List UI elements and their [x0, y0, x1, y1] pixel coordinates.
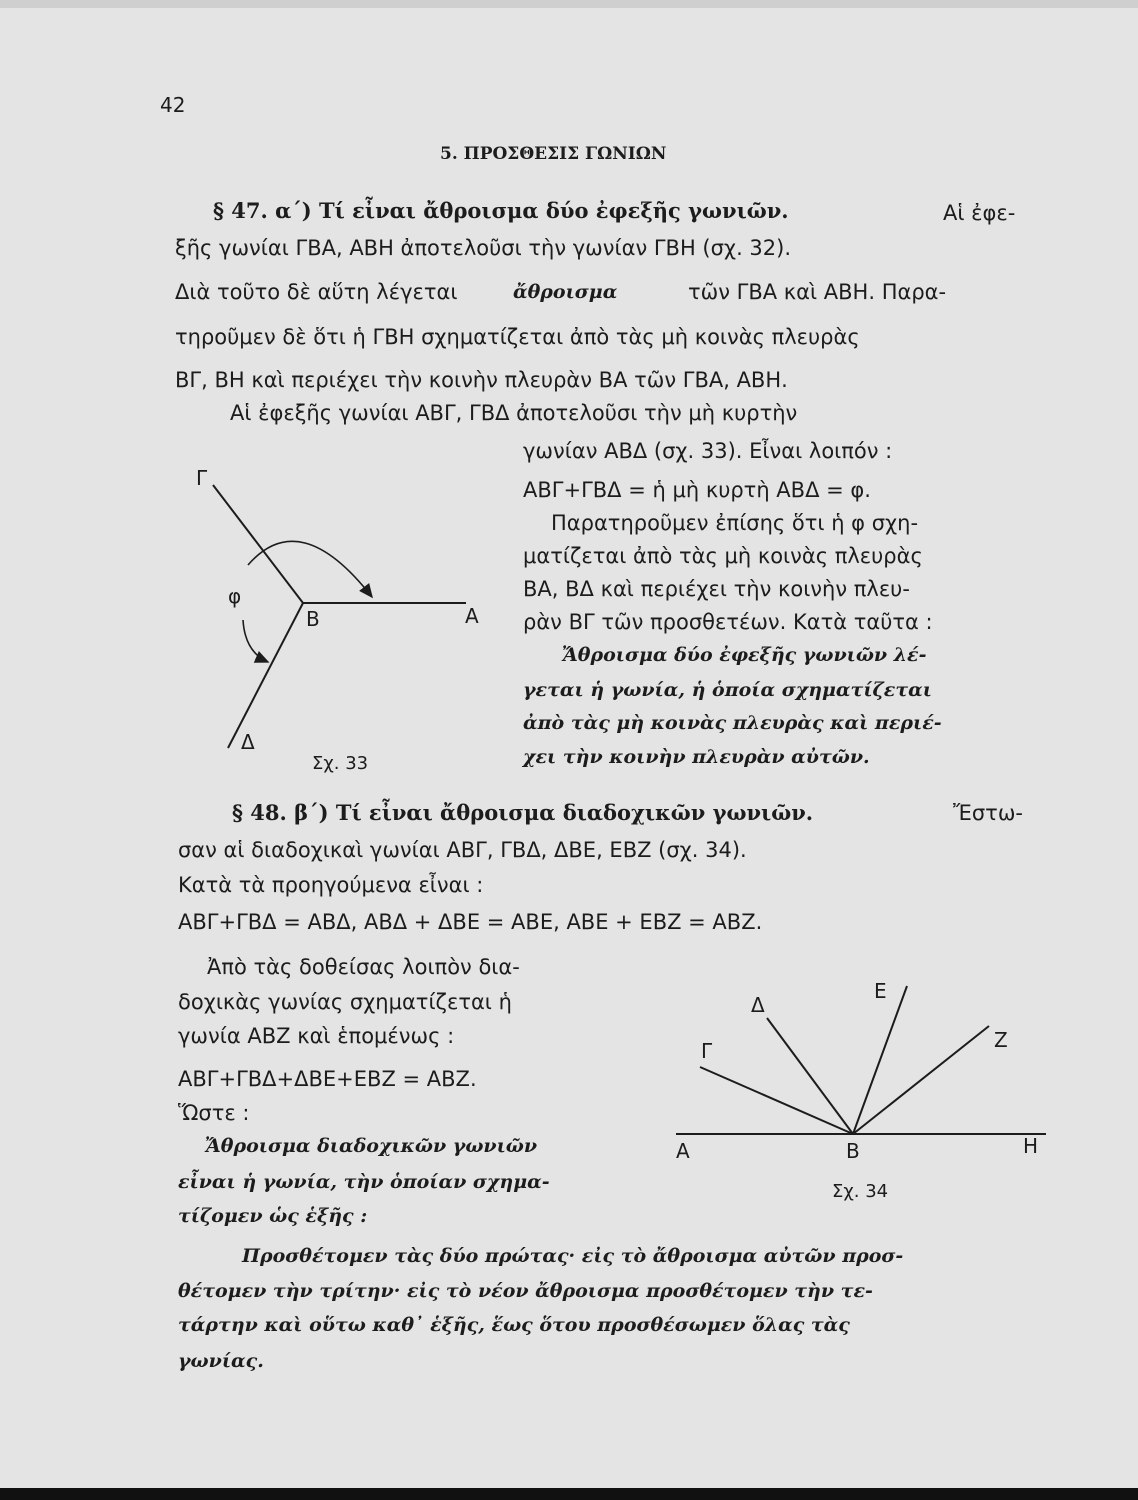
equation-line: ΑΒΓ+ΓΒΔ = ἡ μὴ κυρτὴ ΑΒΔ = φ.: [523, 478, 871, 502]
text-line: Ἔστω-: [953, 801, 1023, 825]
fig34-label-delta: Δ: [751, 993, 765, 1017]
fig34-caption: Σχ. 34: [832, 1181, 889, 1202]
fig33-label-alpha: Α: [465, 604, 479, 628]
fig33-label-gamma: Γ: [196, 466, 208, 490]
text-line: ρὰν ΒΓ τῶν προσθετέων. Κατὰ ταῦτα :: [523, 610, 933, 634]
equation-line: ΑΒΓ+ΓΒΔ+ΔΒΕ+ΕΒΖ = ΑΒΖ.: [178, 1067, 477, 1091]
fig34-label-eta: Η: [1023, 1134, 1039, 1158]
fig34-label-beta: Β: [846, 1139, 860, 1163]
fig34-label-epsilon: Ε: [874, 979, 887, 1003]
text-line: Ἀπὸ τὰς δοθείσας λοιπὸν δια-: [207, 955, 520, 979]
scan-bottom-edge: [0, 1488, 1138, 1500]
text-line: τηροῦμεν δὲ ὅτι ἡ ΓΒΗ σχηματίζεται ἀπὸ τὰς μὴ κοινὰς πλευρὰς: [175, 325, 860, 349]
text-line: ΒΑ, ΒΔ καὶ περιέχει τὴν κοινὴν πλευ-: [523, 577, 910, 601]
text-line: Κατὰ τὰ προηγούμενα εἶναι :: [178, 873, 484, 897]
text-line: Αἱ ἐφεξῆς γωνίαι ΑΒΓ, ΓΒΔ ἀποτελοῦσι τὴν μὴ κυρτὴν: [230, 401, 798, 425]
text-line: Ὥστε :: [178, 1101, 250, 1125]
fig34-label-zeta: Ζ: [994, 1028, 1008, 1052]
text-line: Παρατηροῦμεν ἐπίσης ὅτι ἡ φ σχη-: [551, 511, 919, 535]
equation-line: ΑΒΓ+ΓΒΔ = ΑΒΔ, ΑΒΔ + ΔΒΕ = ΑΒΕ, ΑΒΕ + ΕΒΖ = ΑΒΖ.: [178, 910, 763, 934]
procedure-line: γωνίας.: [178, 1350, 264, 1372]
text-line: γωνίαν ΑΒΔ (σχ. 33). Εἶναι λοιπόν :: [523, 439, 893, 463]
text-line: Διὰ τοῦτο δὲ αὕτη λέγεται: [175, 280, 458, 304]
procedure-line: Προσθέτομεν τὰς δύο πρώτας· εἰς τὸ ἄθροισμα αὐτῶν προσ-: [242, 1245, 904, 1267]
definition-line: γεται ἡ γωνία, ἡ ὁποία σχηματίζεται: [523, 679, 932, 701]
definition-line: εἶναι ἡ γωνία, τὴν ὁποίαν σχημα-: [178, 1171, 550, 1193]
fig34-label-gamma: Γ: [701, 1039, 713, 1063]
fig33-label-beta: Β: [306, 607, 320, 631]
text-line: ΒΓ, ΒΗ καὶ περιέχει τὴν κοινὴν πλευρὰν ΒΑ τῶν ΓΒΑ, ΑΒΗ.: [175, 368, 788, 392]
section-heading: 5. ΠΡΟΣΘΕΣΙΣ ΓΩΝΙΩΝ: [440, 144, 667, 164]
text-line: γωνία ΑΒΖ καὶ ἑπομένως :: [178, 1024, 455, 1048]
definition-line: ἀπὸ τὰς μὴ κοινὰς πλευρὰς καὶ περιέ-: [523, 712, 942, 734]
text-line: Αἱ ἐφε-: [943, 201, 1016, 225]
ray-BD: [767, 1018, 853, 1134]
definition-line: χει τὴν κοινὴν πλευρὰν αὐτῶν.: [523, 746, 870, 768]
definition-line: τίζομεν ὡς ἑξῆς :: [178, 1205, 368, 1227]
text-line: ξῆς γωνίαι ΓΒΑ, ΑΒΗ ἀποτελοῦσι τὴν γωνίαν ΓΒΗ (σχ. 32).: [175, 236, 792, 260]
fig33-label-phi: φ: [228, 584, 242, 608]
emphasis-term: ἄθροισμα: [513, 281, 618, 303]
ray-BG: [700, 1067, 853, 1134]
fig34-label-alpha: Α: [676, 1139, 690, 1163]
text-line: τῶν ΓΒΑ καὶ ΑΒΗ. Παρα-: [688, 280, 947, 304]
procedure-line: τάρτην καὶ οὕτω καθ᾿ ἑξῆς, ἕως ὅτου προσθέσωμεν ὅλας τὰς: [178, 1314, 850, 1336]
paragraph-47-heading: § 47. α΄) Τί εἶναι ἄθροισμα δύο ἐφεξῆς γωνιῶν.: [213, 198, 789, 223]
definition-line: Ἄθροισμα δύο ἐφεξῆς γωνιῶν λέ-: [562, 644, 927, 666]
fig33-caption: Σχ. 33: [312, 753, 369, 774]
definition-line: Ἄθροισμα διαδοχικῶν γωνιῶν: [205, 1135, 538, 1157]
paragraph-48-heading: § 48. β΄) Τί εἶναι ἄθροισμα διαδοχικῶν γωνιῶν.: [232, 800, 814, 825]
text-line: σαν αἱ διαδοχικαὶ γωνίαι ΑΒΓ, ΓΒΔ, ΔΒΕ, ΕΒΖ (σχ. 34).: [178, 838, 747, 862]
fig33-label-delta: Δ: [241, 730, 255, 754]
page-number: 42: [160, 93, 186, 117]
procedure-line: θέτομεν τὴν τρίτην· εἰς τὸ νέον ἄθροισμα προσθέτομεν τὴν τε-: [178, 1280, 873, 1302]
text-line: ματίζεται ἀπὸ τὰς μὴ κοινὰς πλευρὰς: [523, 544, 923, 568]
text-line: δοχικὰς γωνίας σχηματίζεται ἡ: [178, 990, 512, 1014]
